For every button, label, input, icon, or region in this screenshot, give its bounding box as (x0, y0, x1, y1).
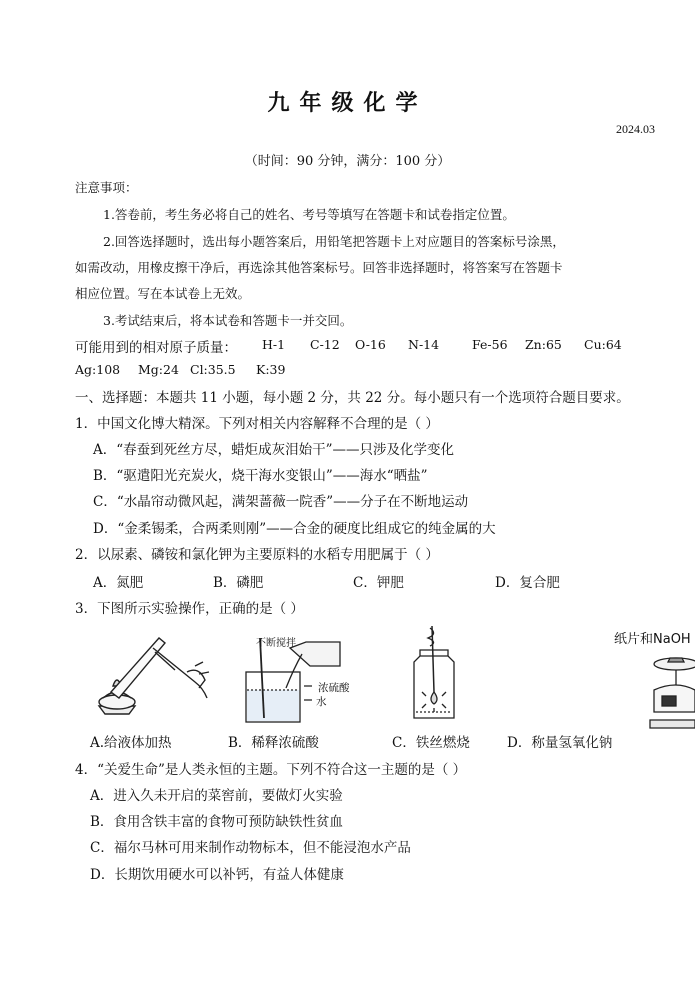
note-3: 3.考试结束后，将本试卷和答题卡一并交回。 (103, 313, 353, 328)
q4-option-b: B．食用含铁丰富的食物可预防缺铁性贫血 (90, 814, 343, 830)
figure-balance (640, 640, 695, 732)
q1-option-d: D．“金柔锡柔，合两柔则刚”——合金的硬度比组成它的纯金属的大 (93, 521, 496, 537)
q2-stem: 2．以尿素、磷铵和氯化钾为主要原料的水稻专用肥属于（ ） (75, 547, 439, 563)
q3-option-b: B．稀释浓硫酸 (228, 735, 319, 751)
q4-option-d: D．长期饮用硬水可以补钙，有益人体健康 (90, 867, 344, 883)
atomic-ag: Ag:108 (75, 362, 121, 377)
q3-stem: 3．下图所示实验操作，正确的是（ ） (75, 601, 304, 617)
atomic-c: C-12 (310, 337, 340, 352)
q2-option-c: C．钾肥 (353, 575, 404, 591)
atomic-cl: Cl:35.5 (190, 362, 236, 377)
atomic-h: H-1 (262, 337, 286, 352)
atomic-n: N-14 (408, 337, 440, 352)
atomic-label: 可能用到的相对原子质量： (75, 340, 237, 356)
q3-option-a: A.给液体加热 (90, 735, 172, 751)
atomic-zn: Zn:65 (525, 337, 562, 352)
fig-b-acid-label: 浓硫酸 (318, 682, 350, 694)
exam-date: 2024.03 (616, 122, 655, 136)
atomic-cu: Cu:64 (584, 337, 622, 352)
atomic-fe: Fe-56 (472, 337, 508, 352)
notes-heading: 注意事项： (75, 180, 138, 195)
q1-option-c: C．“水晶帘动微风起，满架蔷薇一院香”——分子在不断地运动 (93, 494, 469, 510)
figure-heat-liquid (95, 622, 215, 722)
note-2a: 2.回答选择题时，选出每小题答案后，用铅笔把答题卡上对应题目的答案标号涂黑， (103, 234, 565, 249)
section1-heading: 一、选择题：本题共 11 小题，每小题 2 分，共 22 分。每小题只有一个选项符合题目要求。 (75, 390, 630, 406)
atomic-mg: Mg:24 (138, 362, 179, 377)
atomic-o: O-16 (355, 337, 386, 352)
q1-option-b: B．“驱遣阳光充炭火，烧干海水变银山”——海水“晒盐” (93, 468, 428, 484)
note-1: 1.答卷前，考生务必将自己的姓名、考号等填写在答题卡和试卷指定位置。 (103, 207, 515, 222)
fig-b-water-label: 水 (316, 696, 327, 708)
q4-option-c: C．福尔马林可用来制作动物标本，但不能浸泡水产品 (90, 840, 411, 856)
q4-option-a: A．进入久未开启的菜窖前，要做灯火实验 (90, 788, 343, 804)
q2-option-a: A．氮肥 (93, 575, 144, 591)
page-title: 九年级化学 (267, 91, 428, 116)
q3-option-c: C．铁丝燃烧 (392, 735, 470, 751)
note-2b: 如需改动，用橡皮擦干净后，再选涂其他答案标号。回答非选择题时，将答案写在答题卡 (75, 260, 563, 275)
note-2c: 相应位置。写在本试卷上无效。 (75, 286, 251, 301)
q3-option-d: D．称量氢氧化钠 (507, 735, 613, 751)
q2-option-b: B．磷肥 (213, 575, 264, 591)
figure-iron-burning (404, 622, 464, 722)
q1-option-a: A．“春蚕到死丝方尽，蜡炬成灰泪始干”——只涉及化学变化 (93, 442, 455, 458)
fig-b-stir-label: 不断搅拌 (256, 638, 296, 649)
atomic-k: K:39 (256, 362, 286, 377)
q1-stem: 1．中国文化博大精深。下列对相关内容解释不合理的是（ ） (75, 416, 439, 432)
q4-stem: 4．“关爱生命”是人类永恒的主题。下列不符合这一主题的是（ ） (75, 762, 467, 778)
q2-option-d: D．复合肥 (495, 575, 560, 591)
fig-d-label: 纸片和NaOH (614, 632, 691, 647)
time-info: （时间：90 分钟，满分：100 分） (244, 154, 451, 169)
